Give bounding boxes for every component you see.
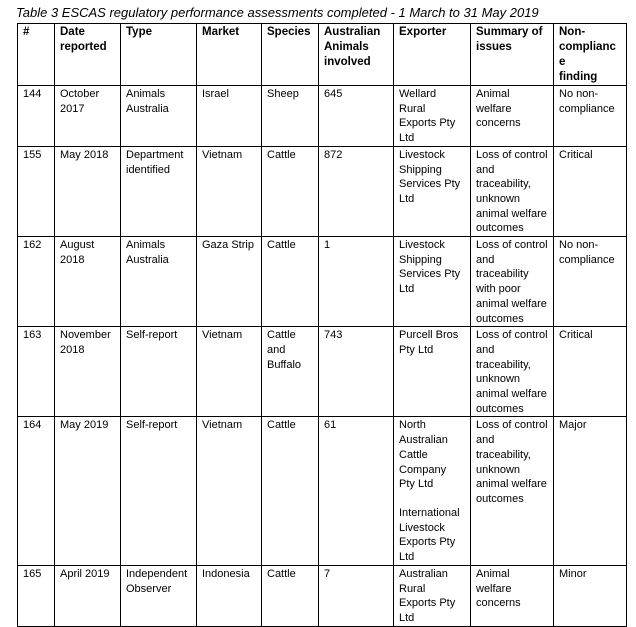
cell-market: Israel [197, 86, 262, 147]
cell-exporter [394, 237, 471, 327]
cell-non-compliance-finding: Minor [554, 565, 627, 626]
cell-species: Cattle [262, 417, 319, 565]
cell-number: 155 [18, 146, 55, 236]
cell-summary-of-issues: Animal welfare concerns [471, 86, 554, 147]
exporter-name: Australian Rural Exports Pty Ltd [399, 567, 456, 624]
cell-market: Vietnam [197, 417, 262, 565]
cell-market: Vietnam [197, 146, 262, 236]
cell-summary-of-issues: Animal welfare concerns [471, 565, 554, 626]
table-row [18, 565, 627, 626]
cell-species: Cattle and Buffalo [262, 327, 319, 417]
table-row [18, 86, 627, 147]
cell-non-compliance-finding: No non- compliance [554, 86, 627, 147]
cell-summary-of-issues: Loss of control and traceability, unknown animal welfare outcomes [471, 327, 554, 417]
cell-summary-of-issues: Loss of control and traceability with poor animal welfare outcomes [471, 237, 554, 327]
cell-number: 165 [18, 565, 55, 626]
table-row [18, 417, 627, 565]
cell-date-reported: April 2019 [55, 565, 121, 626]
cell-animals-involved: 645 [319, 86, 394, 147]
cell-species: Cattle [262, 565, 319, 626]
cell-type: Animals Australia [121, 237, 197, 327]
exporter-name: Purcell Bros Pty Ltd [399, 329, 459, 356]
cell-species: Sheep [262, 86, 319, 147]
cell-non-compliance-finding: Major [554, 417, 627, 565]
cell-type: Self-report [121, 417, 197, 565]
cell-non-compliance-finding: No non- compliance [554, 237, 627, 327]
cell-animals-involved: 61 [319, 417, 394, 565]
cell-non-compliance-finding: Critical [554, 327, 627, 417]
cell-type: Self-report [121, 327, 197, 417]
cell-date-reported: May 2018 [55, 146, 121, 236]
header-exporter: Exporter [394, 24, 471, 86]
exporter-name: International Livestock Exports Pty Ltd [399, 506, 460, 564]
cell-exporter [394, 86, 471, 147]
cell-animals-involved: 872 [319, 146, 394, 236]
escas-assessments-table [17, 23, 627, 627]
cell-summary-of-issues: Loss of control and traceability, unknown animal welfare outcomes [471, 146, 554, 236]
cell-type: Independent Observer [121, 565, 197, 626]
cell-market: Indonesia [197, 565, 262, 626]
cell-summary-of-issues: Loss of control and traceability, unknown animal welfare outcomes [471, 417, 554, 565]
header-date-reported: Date reported [55, 24, 121, 86]
cell-exporter [394, 146, 471, 236]
cell-exporter [394, 327, 471, 417]
header-non-compliance-finding: Non- compliance finding [554, 24, 627, 86]
cell-date-reported: August 2018 [55, 237, 121, 327]
table-row [18, 237, 627, 327]
cell-animals-involved: 7 [319, 565, 394, 626]
cell-species: Cattle [262, 237, 319, 327]
cell-date-reported: May 2019 [55, 417, 121, 565]
header-number: # [18, 24, 55, 86]
cell-date-reported: October 2017 [55, 86, 121, 147]
header-type: Type [121, 24, 197, 86]
cell-animals-involved: 743 [319, 327, 394, 417]
cell-number: 144 [18, 86, 55, 147]
header-species: Species [262, 24, 319, 86]
exporter-name: Wellard Rural Exports Pty Ltd [399, 88, 456, 145]
table-caption: Table 3 ESCAS regulatory performance assessments completed - 1 March to 31 May 2019 [16, 5, 539, 20]
cell-date-reported: November 2018 [55, 327, 121, 417]
cell-species: Cattle [262, 146, 319, 236]
cell-animals-involved: 1 [319, 237, 394, 327]
table-row [18, 327, 627, 417]
cell-exporter [394, 417, 471, 565]
cell-type: Department identified [121, 146, 197, 236]
cell-number: 163 [18, 327, 55, 417]
cell-market: Vietnam [197, 327, 262, 417]
cell-number: 162 [18, 237, 55, 327]
header-summary-of-issues: Summary of issues [471, 24, 554, 86]
exporter-name: Livestock Shipping Services Pty Ltd [399, 239, 461, 296]
cell-type: Animals Australia [121, 86, 197, 147]
header-market: Market [197, 24, 262, 86]
header-row [18, 24, 627, 86]
exporter-name: North Australian Cattle Company Pty Ltd [399, 419, 448, 491]
header-australian-animals-involved: Australian Animals involved [319, 24, 394, 86]
cell-market: Gaza Strip [197, 237, 262, 327]
cell-number: 164 [18, 417, 55, 565]
table-row [18, 146, 627, 236]
cell-non-compliance-finding: Critical [554, 146, 627, 236]
cell-exporter [394, 565, 471, 626]
exporter-name: Livestock Shipping Services Pty Ltd [399, 148, 461, 205]
